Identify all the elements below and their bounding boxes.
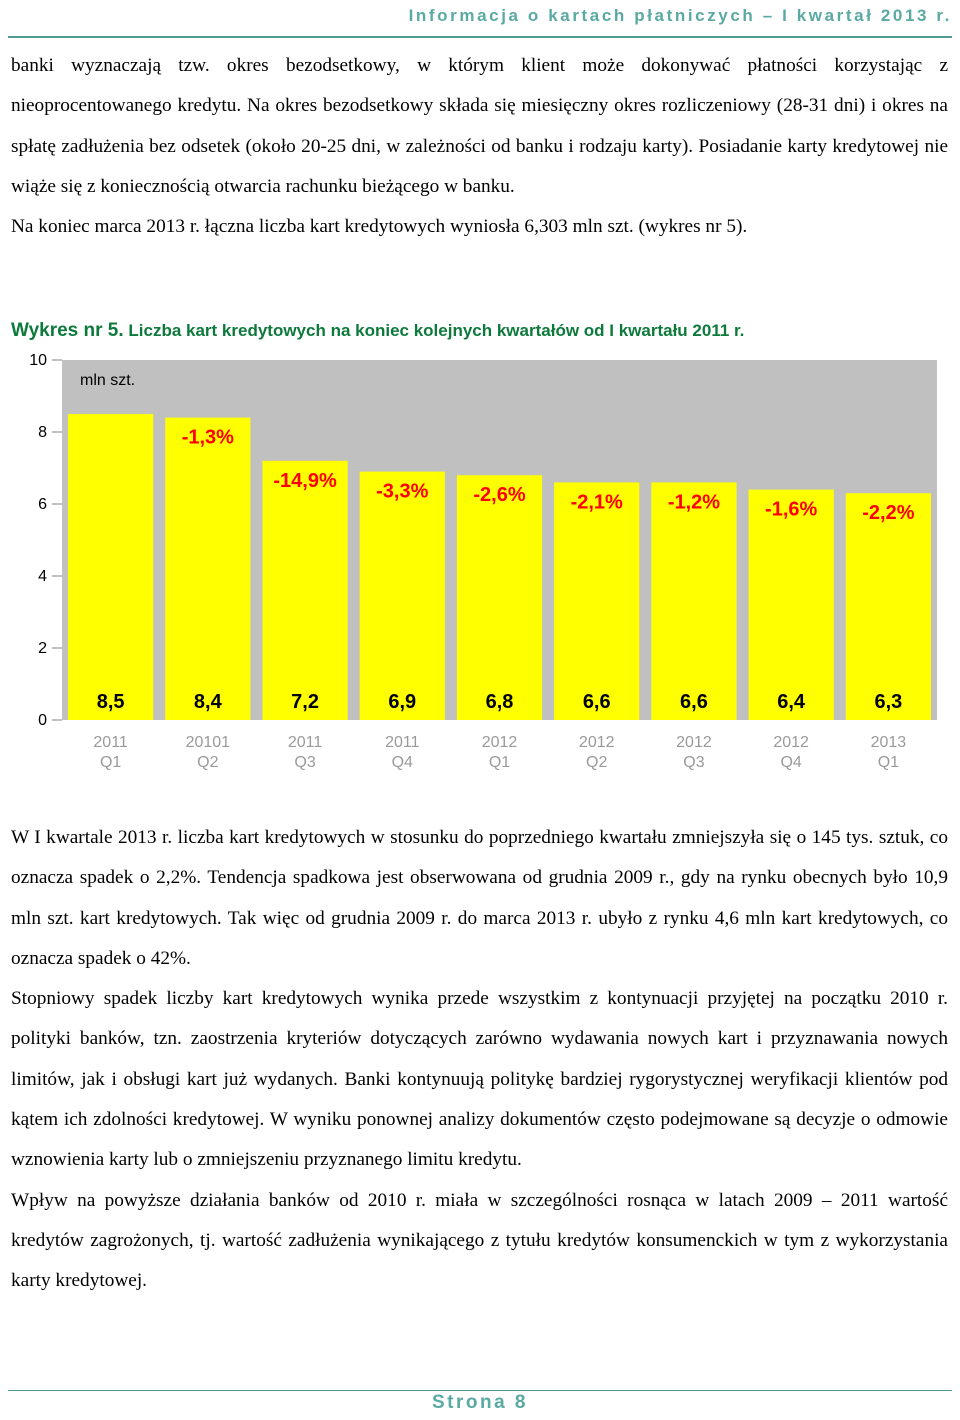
change-label-1: -1,3% xyxy=(181,426,234,449)
value-labels xyxy=(97,691,903,713)
category-quarter-0: Q1 xyxy=(99,754,122,771)
bar-8 xyxy=(846,493,931,720)
running-header: Informacja o kartach płatniczych – I kwartał 2013 r. xyxy=(408,6,952,25)
change-label-8: -2,2% xyxy=(862,502,915,525)
y-tick-label-4: 8 xyxy=(38,424,47,441)
category-year-8: 2013 xyxy=(870,734,907,751)
change-label-7: -1,6% xyxy=(765,498,818,521)
category-year-4: 2012 xyxy=(481,734,518,751)
figure-label: Wykres nr 5. xyxy=(11,320,124,341)
paragraph-q1-decline: W I kwartale 2013 r. liczba kart kredytowych w stosunku do poprzedniego kwartału zmniejszyła się o 145 tys. sztuk, co oznacza spadek o 2,2%. Tendencja spadkowa jest obserwowana od grudnia 2009 r., gdy na rynku obecnych było 10,9 mln szt. kart kredytowych. Tak więc od grudnia 2009 r. do marca 2013 r. ubyło z rynku 4,6 mln kart kredytowych, co oznacza spadek o 42%. xyxy=(11,827,948,969)
y-tick-label-3: 6 xyxy=(38,496,47,513)
value-label-7: 6,4 xyxy=(777,691,806,713)
value-label-1: 8,4 xyxy=(193,691,222,713)
y-tick-label-2: 4 xyxy=(38,568,47,585)
category-quarter-1: Q2 xyxy=(197,754,219,771)
category-year-0: 2011 xyxy=(93,734,128,751)
value-label-6: 6,6 xyxy=(680,691,708,713)
category-quarter-7: Q4 xyxy=(780,754,802,771)
change-label-5: -2,1% xyxy=(570,491,623,514)
category-year-6: 2012 xyxy=(676,734,712,751)
top-text-block xyxy=(11,46,948,247)
y-tick-label-0: 0 xyxy=(38,712,47,729)
y-axis xyxy=(29,352,62,729)
category-quarter-2: Q3 xyxy=(294,754,316,771)
value-label-3: 6,9 xyxy=(388,691,417,713)
category-year-7: 2012 xyxy=(773,734,809,751)
paragraph-card-count: Na koniec marca 2013 r. łączna liczba kart kredytowych wyniosła 6,303 mln szt. (wykres nr 5). xyxy=(11,216,748,238)
bar-5 xyxy=(554,482,639,720)
change-label-4: -2,6% xyxy=(473,484,526,507)
y-tick-label-5: 10 xyxy=(29,352,47,369)
value-label-4: 6,8 xyxy=(485,691,514,713)
category-quarter-4: Q1 xyxy=(488,754,511,771)
category-quarter-8: Q1 xyxy=(877,754,900,771)
page-number: Strona 8 xyxy=(431,1392,529,1413)
figure-title: Liczba kart kredytowych na koniec kolejnych kwartałów od I kwartału 2011 r. xyxy=(128,321,745,340)
x-axis-labels xyxy=(93,734,906,771)
value-label-5: 6,6 xyxy=(582,691,611,713)
bottom-text-block xyxy=(11,818,948,1302)
y-tick-label-1: 2 xyxy=(38,640,47,657)
paragraph-risky-loans: Wpływ na powyższe działania banków od 2010 r. miała w szczególności rosnąca w latach 2009 – 2011 wartość kredytów zagrożonych, tj. wartość zadłużenia wynikającego z tytułu kredytów konsumenckich w tym z wykorzystania karty kredytowej. xyxy=(11,1189,948,1292)
category-quarter-3: Q4 xyxy=(391,754,413,771)
bar-2 xyxy=(262,461,347,720)
bar-3 xyxy=(360,472,445,720)
category-year-3: 2011 xyxy=(385,734,420,751)
change-label-3: -3,3% xyxy=(376,480,429,503)
figure-caption xyxy=(11,320,951,342)
value-label-0: 8,5 xyxy=(96,691,125,713)
credit-cards-bar-chart xyxy=(0,340,960,800)
value-label-2: 7,2 xyxy=(291,691,319,713)
category-quarter-6: Q3 xyxy=(683,754,705,771)
unit-label: mln szt. xyxy=(80,372,136,389)
bar-1 xyxy=(165,418,250,720)
paragraph-interest-free-period: banki wyznaczają tzw. okres bezodsetkowy, w którym klient może dokonywać płatności korzystając z nieoprocentowanego kredytu. Na okres bezodsetkowy składa się miesięczny okres rozliczeniowy (28-31 dni) i okres na spłatę zadłużenia bez odsetek (około 20-25 dni, w zależności od banku i rodzaju karty). Posiadanie karty kredytowej nie wiąże się z koniecznością otwarcia rachunku bieżącego w banku. xyxy=(11,55,948,197)
change-label-6: -1,2% xyxy=(667,491,721,514)
category-year-5: 2012 xyxy=(578,734,615,751)
bar-0 xyxy=(68,414,153,720)
value-label-8: 6,3 xyxy=(874,691,903,713)
category-quarter-5: Q2 xyxy=(586,754,608,771)
header-divider xyxy=(8,36,952,38)
bar-7 xyxy=(749,490,834,720)
footer-divider xyxy=(8,1390,952,1391)
change-label-2: -14,9% xyxy=(273,469,337,492)
bar-4 xyxy=(457,475,542,720)
category-year-2: 2011 xyxy=(287,734,323,751)
category-year-1: 20101 xyxy=(185,734,231,751)
paragraph-bank-policy: Stopniowy spadek liczby kart kredytowych wynika przede wszystkim z kontynuacji przyjętej na początku 2010 r. polityki banków, tzn. zaostrzenia kryteriów dotyczących zarówno wydawania nowych kart i przyznawania nowych limitów, jak i obsługi kart już wydanych. Banki kontynuują politykę bardziej rygorystycznej weryfikacji klientów pod kątem ich zdolności kredytowej. W wyniku ponownej analizy dokumentów często podejmowane są decyzje o odmowie wznowienia karty lub o zmniejszeniu przyznanego limitu kredytu. xyxy=(11,988,948,1171)
bar-6 xyxy=(651,482,736,720)
